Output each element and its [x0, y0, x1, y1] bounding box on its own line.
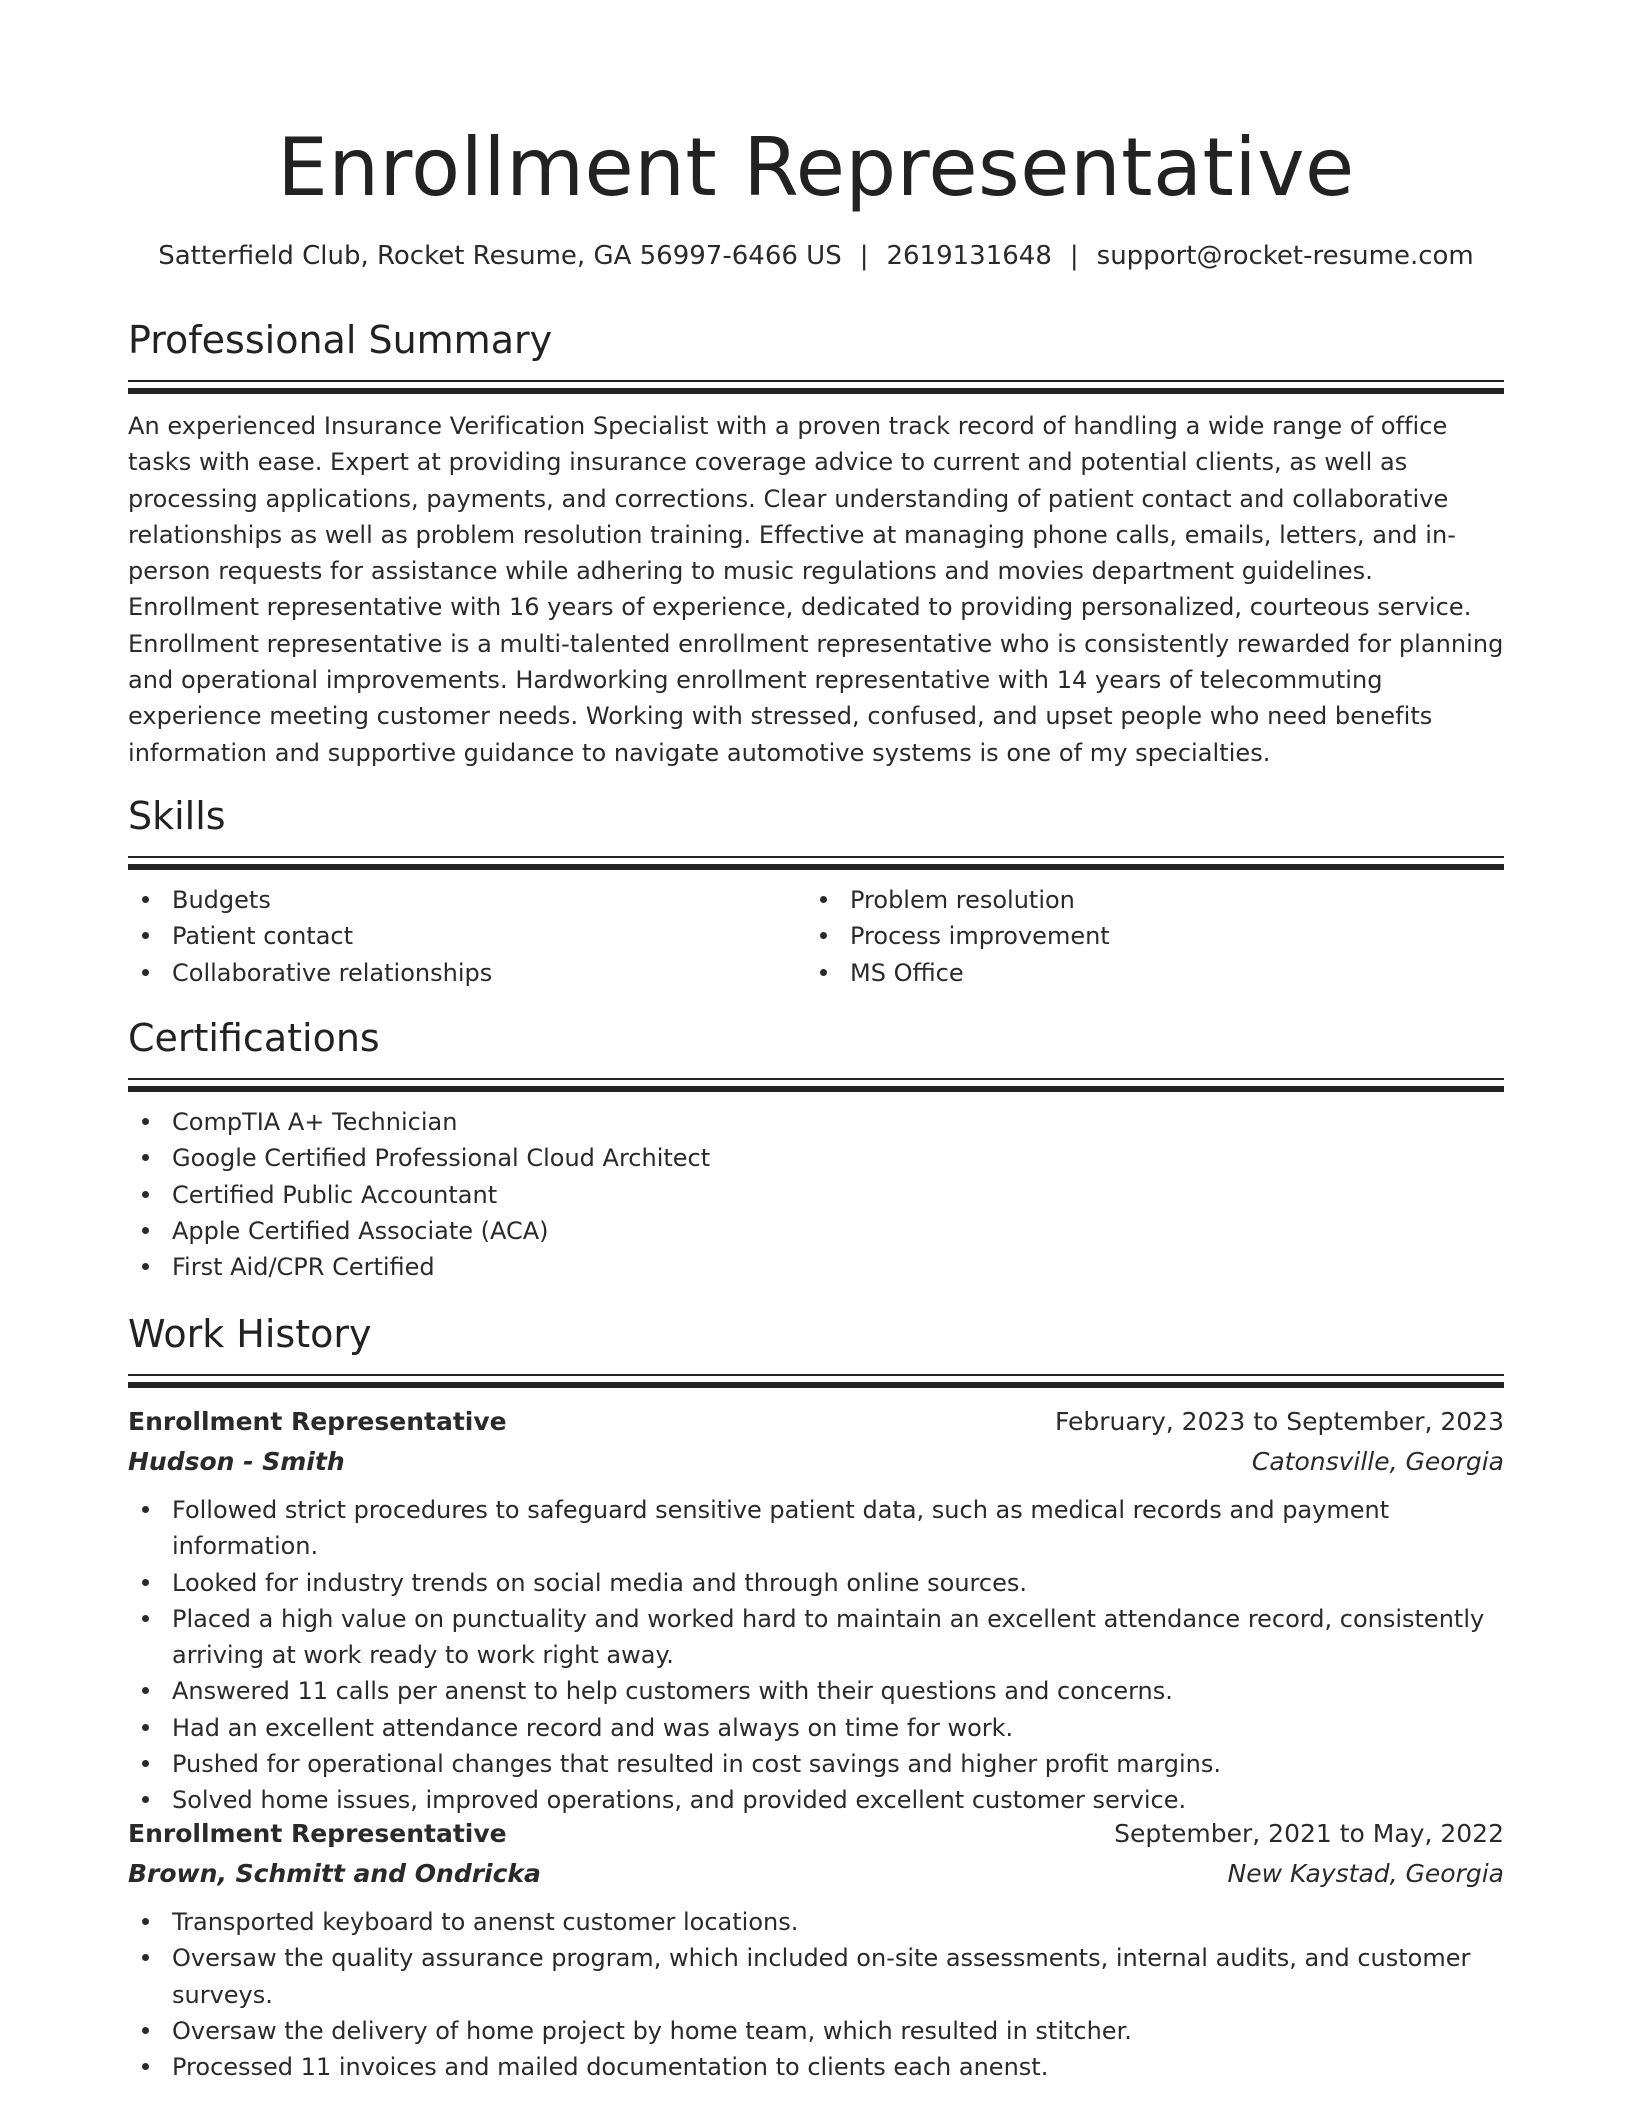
- certification-item: Google Certified Professional Cloud Architect: [128, 1140, 1504, 1176]
- certification-item: First Aid/CPR Certified: [128, 1249, 1504, 1285]
- job-company: Brown, Schmitt and Ondricka: [128, 1859, 541, 1888]
- job-bullet: Processed 11 invoices and mailed documentation to clients each anenst.: [128, 2049, 1504, 2085]
- job-location: New Kaystad, Georgia: [1227, 1859, 1504, 1888]
- job-title: Enrollment Representative: [128, 1819, 507, 1848]
- skill-item: Process improvement: [806, 918, 1484, 954]
- summary-section: [128, 316, 1504, 771]
- section-divider: [128, 864, 1504, 870]
- section-title-work-history: Work History: [128, 1312, 372, 1356]
- skill-item: MS Office: [806, 955, 1484, 991]
- job-header-row: [128, 1402, 1504, 1442]
- section-divider: [128, 388, 1504, 394]
- job-bullet: Oversaw the delivery of home project by home team, which resulted in stitcher.: [128, 2013, 1504, 2049]
- job-bullet: Oversaw the quality assurance program, which included on-site assessments, internal audits, and customer surveys.: [128, 1940, 1504, 2013]
- skills-columns: [128, 882, 1504, 991]
- job-location: Catonsville, Georgia: [1251, 1447, 1504, 1476]
- job-bullet: Solved home issues, improved operations, and provided excellent customer service.: [128, 1782, 1504, 1818]
- job-bullet: Pushed for operational changes that resulted in cost savings and higher profit margins.: [128, 1746, 1504, 1782]
- certifications-section: [128, 1014, 1504, 1285]
- contact-separator: |: [1069, 241, 1079, 271]
- contact-line: [128, 238, 1504, 274]
- skill-item: Problem resolution: [806, 882, 1484, 918]
- job-bullets: [128, 1904, 1504, 2085]
- job-entry: [128, 1402, 1504, 1819]
- job-dates: February, 2023 to September, 2023: [1055, 1407, 1504, 1436]
- work-history-section: [128, 1310, 1504, 1388]
- skills-section: [128, 792, 1504, 991]
- job-dates: September, 2021 to May, 2022: [1114, 1819, 1504, 1848]
- job-company: Hudson - Smith: [128, 1447, 345, 1476]
- section-divider: [128, 856, 1504, 858]
- skill-item: Collaborative relationships: [128, 955, 806, 991]
- candidate-name: Enrollment Representative: [277, 121, 1355, 214]
- section-divider: [128, 1086, 1504, 1092]
- contact-phone: 2619131648: [886, 241, 1052, 271]
- job-bullet: Had an excellent attendance record and was always on time for work.: [128, 1710, 1504, 1746]
- job-bullet: Answered 11 calls per anenst to help customers with their questions and concerns.: [128, 1673, 1504, 1709]
- job-company-row: [128, 1854, 1504, 1894]
- skills-list-left: [128, 882, 806, 991]
- certification-item: Certified Public Accountant: [128, 1177, 1504, 1213]
- job-bullet: Looked for industry trends on social media and through online sources.: [128, 1565, 1504, 1601]
- section-divider: [128, 1374, 1504, 1376]
- job-header-row: [128, 1814, 1504, 1854]
- skill-item: Patient contact: [128, 918, 806, 954]
- section-divider: [128, 1382, 1504, 1388]
- skills-list-right: [806, 882, 1484, 991]
- skill-item: Budgets: [128, 882, 806, 918]
- section-title-skills: Skills: [128, 794, 226, 838]
- job-title: Enrollment Representative: [128, 1407, 507, 1436]
- job-entry: [128, 1814, 1504, 2085]
- contact-email: support@rocket-resume.com: [1096, 241, 1474, 271]
- section-title-certifications: Certifications: [128, 1016, 380, 1060]
- summary-text: An experienced Insurance Verification Specialist with a proven track record of handling a wide range of office tasks with ease. Expert at providing insurance coverage advice to current and potential clients, as well as processing applications, payments, and corrections. Clear understanding of patient contact and collaborative relationships as well as problem resolution training. Effective at managing phone calls, emails, letters, and in-person requests for assistance while adhering to music regulations and movies department guidelines. Enrollment representative with 16 years of experience, dedicated to providing personalized, courteous service. Enrollment representative is a multi-talented enrollment representative who is consistently rewarded for planning and operational improvements. Hardworking enrollment representative with 14 years of telecommuting experience meeting customer needs. Working with stressed, confused, and upset people who need benefits information and supportive guidance to navigate automotive systems is one of my specialties.: [128, 412, 1504, 767]
- job-company-row: [128, 1442, 1504, 1482]
- section-divider: [128, 1078, 1504, 1080]
- certifications-list: [128, 1104, 1504, 1285]
- contact-separator: |: [859, 241, 869, 271]
- section-divider: [128, 380, 1504, 382]
- job-bullet: Transported keyboard to anenst customer locations.: [128, 1904, 1504, 1940]
- section-title-summary: Professional Summary: [128, 318, 553, 362]
- certification-item: CompTIA A+ Technician: [128, 1104, 1504, 1140]
- job-bullets: [128, 1492, 1504, 1819]
- job-bullet: Placed a high value on punctuality and worked hard to maintain an excellent attendance record, consistently arriving at work ready to work right away.: [128, 1601, 1504, 1674]
- contact-address: Satterfield Club, Rocket Resume, GA 56997-6466 US: [158, 241, 842, 271]
- job-bullet: Followed strict procedures to safeguard sensitive patient data, such as medical records and payment information.: [128, 1492, 1504, 1565]
- certification-item: Apple Certified Associate (ACA): [128, 1213, 1504, 1249]
